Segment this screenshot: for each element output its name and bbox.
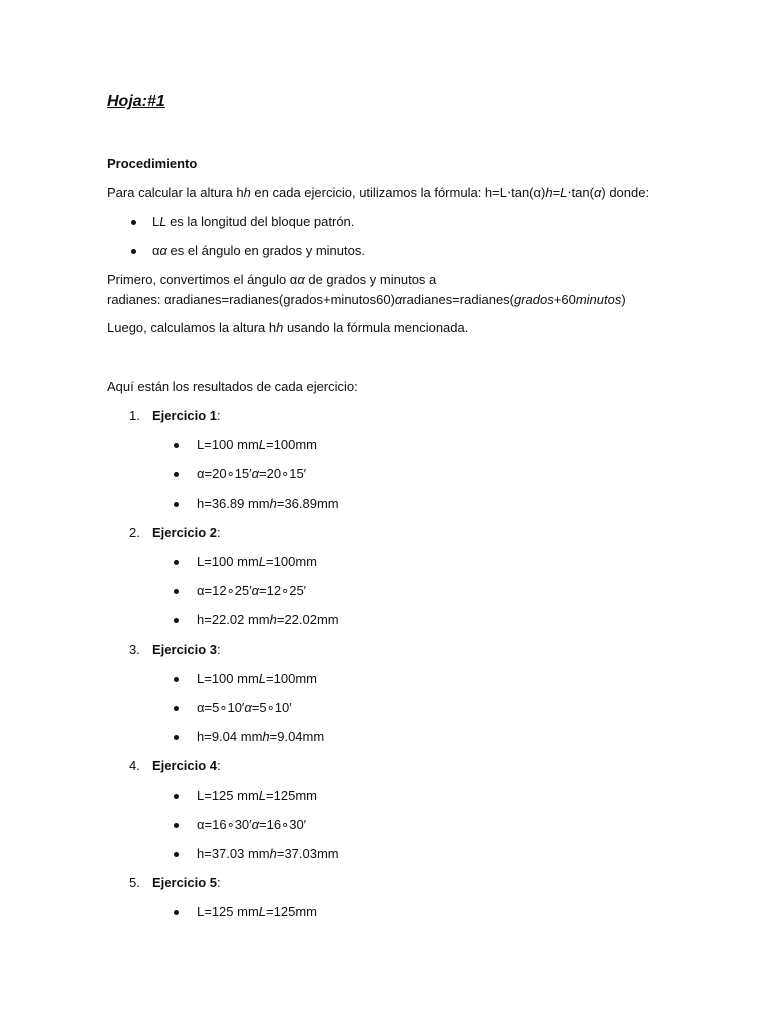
text-segment: =16∘30′ [259, 817, 307, 832]
text-segment: L [258, 904, 267, 919]
text-segment: α [394, 292, 403, 307]
text-segment: usando la fórmula mencionada. [283, 320, 469, 335]
exercise-value [197, 846, 339, 862]
text-segment: α=16∘30′ [197, 817, 252, 832]
bullet-marker [174, 560, 179, 565]
exercise-value [197, 554, 317, 570]
text-segment: =100mm [266, 671, 317, 686]
text-segment: =100mm [266, 554, 317, 569]
exercise-value [197, 788, 317, 804]
exercise-value [197, 583, 306, 599]
text-segment: Ejercicio 3 [152, 642, 218, 657]
exercise-value [197, 729, 324, 745]
text-segment: Ejercicio 2 [152, 525, 218, 540]
exercise-number: 1. [129, 408, 140, 423]
text-segment: L [258, 671, 267, 686]
bullet-marker [174, 618, 179, 623]
text-segment: h [243, 185, 251, 200]
exercise-value [197, 904, 317, 920]
text-segment: L [258, 554, 267, 569]
exercise-number: 4. [129, 758, 140, 773]
text-segment: L [560, 185, 568, 200]
text-segment: : [217, 408, 221, 423]
bullet-marker [174, 706, 179, 711]
text-segment: L [258, 788, 267, 803]
text-segment: Luego, calculamos la altura h [107, 320, 277, 335]
text-segment: radianes=radianes( [402, 292, 514, 307]
text-segment: =37.03mm [276, 846, 339, 861]
text-segment: α=20∘15′ [197, 466, 252, 481]
text-segment: α [593, 185, 602, 200]
text-segment: : [217, 525, 221, 540]
text-segment: ) donde: [601, 185, 650, 200]
exercise-label [152, 875, 221, 891]
exercise-label [152, 525, 221, 541]
exercise-value [197, 671, 317, 687]
text-segment: α [244, 700, 252, 715]
text-segment: +60 [553, 292, 576, 307]
exercise-value [197, 612, 339, 628]
bullet-marker [174, 589, 179, 594]
bullet-marker [174, 794, 179, 799]
text-segment: L=125 mm [197, 904, 259, 919]
text-segment: L=125 mm [197, 788, 259, 803]
text-segment: L=100 mm [197, 671, 259, 686]
text-segment: =100mm [266, 437, 317, 452]
text-segment: =36.89mm [276, 496, 339, 511]
text-segment: en cada ejercicio, utilizamos la fórmula: h=L⋅tan(α) [250, 185, 546, 200]
bullet-item-length [152, 214, 354, 230]
text-segment: =20∘15′ [259, 466, 307, 481]
exercise-value [197, 700, 292, 716]
exercise-number: 2. [129, 525, 140, 540]
text-segment: L [152, 214, 160, 229]
text-segment: : [217, 875, 221, 890]
text-segment: h=36.89 mm [197, 496, 270, 511]
exercise-label [152, 758, 221, 774]
bullet-item-angle [152, 243, 365, 259]
exercise-number: 3. [129, 642, 140, 657]
bullet-marker [131, 220, 136, 225]
page-title: Hoja:#1 [107, 93, 165, 110]
text-segment: α [159, 243, 167, 258]
text-segment: h [276, 320, 284, 335]
bullet-marker [131, 249, 136, 254]
text-segment: h [269, 846, 277, 861]
bullet-marker [174, 910, 179, 915]
bullet-marker [174, 443, 179, 448]
text-segment: α [251, 583, 260, 598]
bullet-marker [174, 472, 179, 477]
text-segment: h [269, 612, 277, 627]
text-segment: de grados y minutos a [304, 272, 437, 287]
text-segment: =22.02mm [276, 612, 339, 627]
results-intro: Aquí están los resultados de cada ejercicio: [107, 379, 358, 394]
text-segment: es el ángulo en grados y minutos. [166, 243, 365, 258]
exercise-label [152, 642, 221, 658]
text-segment: =9.04mm [269, 729, 325, 744]
text-segment: α [152, 243, 160, 258]
text-segment: =125mm [266, 788, 317, 803]
text-segment: h [545, 185, 553, 200]
text-segment: ) [621, 292, 626, 307]
text-segment: h=9.04 mm [197, 729, 263, 744]
text-segment: L=100 mm [197, 437, 259, 452]
text-segment: Ejercicio 5 [152, 875, 218, 890]
text-segment: Para calcular la altura h [107, 185, 244, 200]
bullet-marker [174, 502, 179, 507]
text-segment: =12∘25′ [259, 583, 307, 598]
text-segment: Ejercicio 4 [152, 758, 218, 773]
exercise-value [197, 437, 317, 453]
text-segment: α=5∘10′ [197, 700, 245, 715]
exercise-number: 5. [129, 875, 140, 890]
text-segment: minutos [575, 292, 622, 307]
text-segment: h=22.02 mm [197, 612, 270, 627]
text-segment: =5∘10′ [251, 700, 292, 715]
text-segment: : [217, 758, 221, 773]
text-segment: α=12∘25′ [197, 583, 252, 598]
text-segment: L [159, 214, 167, 229]
text-segment: L=100 mm [197, 554, 259, 569]
text-segment: ⋅tan( [567, 185, 594, 200]
text-segment: α [251, 817, 260, 832]
text-segment: α [251, 466, 260, 481]
bullet-marker [174, 735, 179, 740]
text-segment: L [258, 437, 267, 452]
text-segment: = [552, 185, 561, 200]
text-segment: h=37.03 mm [197, 846, 270, 861]
exercise-label [152, 408, 221, 424]
height-calc-text [107, 320, 468, 336]
text-segment: α [297, 272, 305, 287]
text-segment: h [262, 729, 270, 744]
conversion-text-line-2 [107, 292, 626, 308]
text-segment: grados [514, 292, 554, 307]
conversion-text-line-1 [107, 272, 436, 288]
exercise-value [197, 817, 306, 833]
text-segment: Ejercicio 1 [152, 408, 218, 423]
exercise-value [197, 496, 339, 512]
procedure-intro [107, 185, 649, 201]
exercise-value [197, 466, 306, 482]
bullet-marker [174, 852, 179, 857]
procedure-heading: Procedimiento [107, 156, 198, 171]
text-segment: es la longitud del bloque patrón. [166, 214, 355, 229]
bullet-marker [174, 677, 179, 682]
text-segment: =125mm [266, 904, 317, 919]
text-segment: : [217, 642, 221, 657]
text-segment: radianes: αradianes=radianes(grados+minutos60) [107, 292, 395, 307]
bullet-marker [174, 823, 179, 828]
text-segment: h [269, 496, 277, 511]
text-segment: Primero, convertimos el ángulo α [107, 272, 298, 287]
